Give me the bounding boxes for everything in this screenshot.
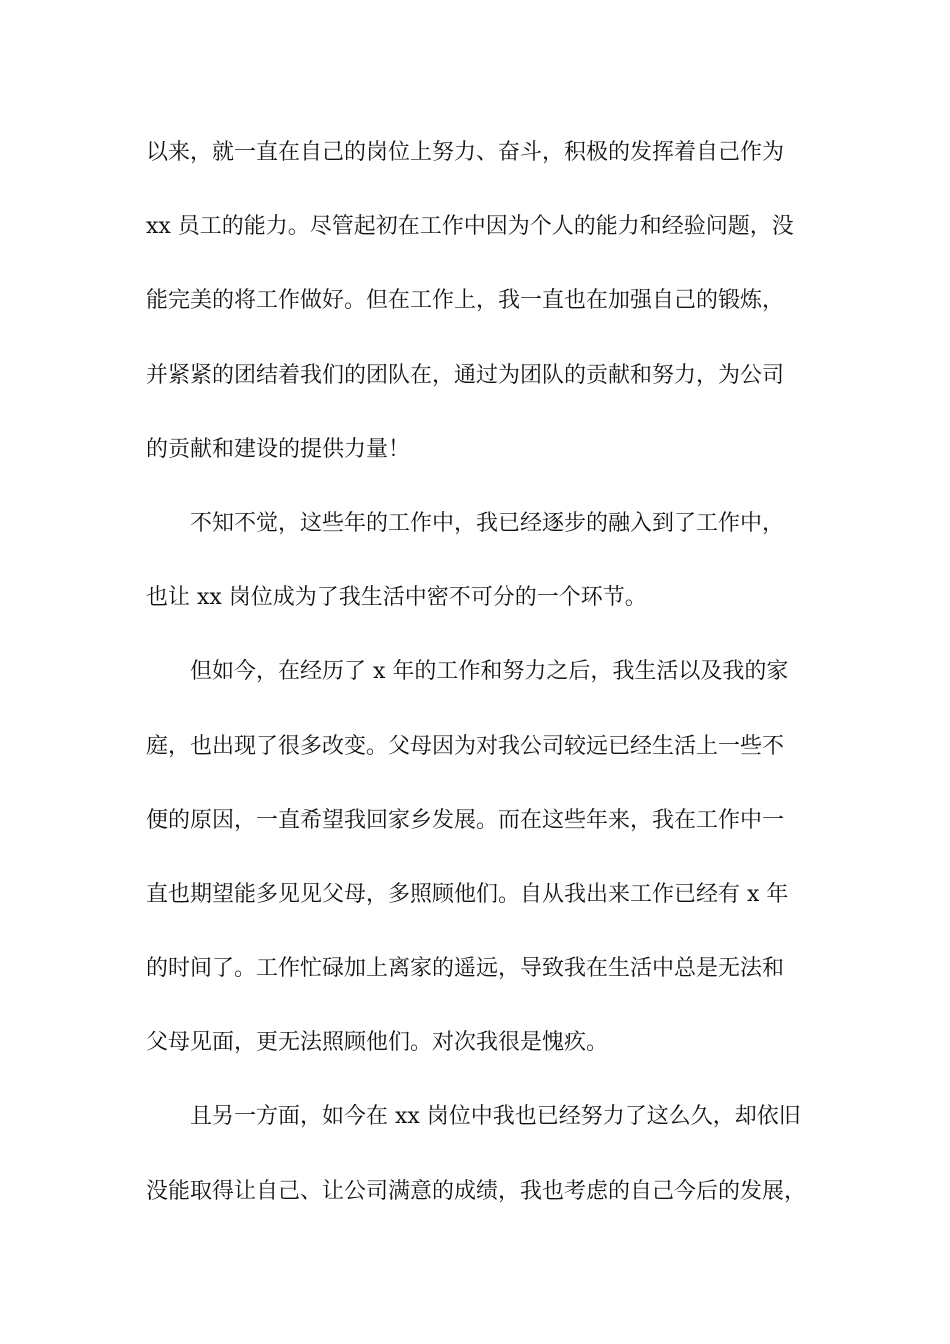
text-line: 便的原因，一直希望我回家乡发展。而在这些年来，我在工作中一 (146, 807, 785, 833)
text-line: 没能取得让自己、让公司满意的成绩，我也考虑的自己今后的发展， (146, 1178, 807, 1204)
text-line: 的贡献和建设的提供力量！ (146, 436, 411, 462)
text-line: 父母见面，更无法照顾他们。对次我很是愧疚。 (146, 1030, 609, 1056)
text-line: 也让 xx 岗位成为了我生活中密不可分的一个环节。 (146, 585, 647, 611)
paragraph-first-line: 但如今，在经历了 x 年的工作和努力之后，我生活以及我的家 (190, 659, 789, 685)
text-line: 能完美的将工作做好。但在工作上，我一直也在加强自己的锻炼， (146, 288, 785, 314)
paragraph-first-line: 且另一方面，如今在 xx 岗位中我也已经努力了这么久，却依旧 (190, 1104, 801, 1130)
text-line: 的时间了。工作忙碌加上离家的遥远，导致我在生活中总是无法和 (146, 956, 785, 982)
text-line: xx 员工的能力。尽管起初在工作中因为个人的能力和经验问题，没 (146, 214, 794, 240)
paragraph-first-line: 不知不觉，这些年的工作中，我已经逐步的融入到了工作中， (190, 510, 785, 536)
document-body (146, 126, 814, 1239)
text-line: 以来，就一直在自己的岗位上努力、奋斗，积极的发挥着自己作为 (146, 140, 785, 165)
text-line: 庭，也出现了很多改变。父母因为对我公司较远已经生活上一些不 (146, 733, 785, 759)
text-line: 并紧紧的团结着我们的团队在，通过为团队的贡献和努力，为公司 (146, 362, 785, 388)
text-line: 直也期望能多见见父母，多照顾他们。自从我出来工作已经有 x 年 (146, 881, 789, 907)
